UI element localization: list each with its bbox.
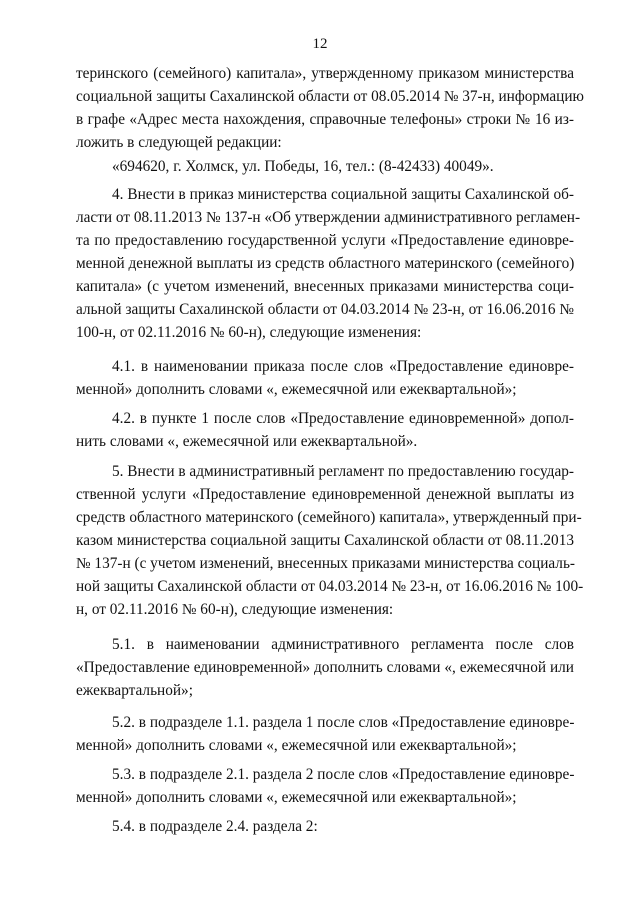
paragraph-6 [76, 633, 574, 702]
paragraph-4 [76, 407, 574, 453]
text-line: средств областного материнского (семейного) капитала», утвержденный при- [76, 509, 582, 526]
paragraph-7 [76, 711, 574, 757]
text-line: 5.2. в подразделе 1.1. раздела 1 после слов «Предоставление единовре- [112, 714, 575, 731]
text-line: в графе «Адрес места нахождения, справочные телефоны» строки № 16 из- [76, 111, 574, 128]
text-line: менной» дополнить словами «, ежемесячной или ежеквартальной»; [76, 381, 517, 398]
text-line: 4.1. в наименовании приказа после слов «Предоставление единовре- [112, 358, 574, 375]
text-line: теринского (семейного) капитала», утвержденному приказом министерства [76, 65, 574, 82]
text-line: 100-н, от 02.11.2016 № 60-н), следующие изменения: [76, 324, 422, 341]
text-line: социальной защиты Сахалинской области от 08.05.2014 № 37-н, информацию [76, 88, 584, 105]
text-line: менной денежной выплаты из средств областного материнского (семейного) [76, 255, 575, 272]
text-line: та по предоставлению государственной услуги «Предоставление единовре- [76, 232, 574, 249]
paragraph-8 [76, 763, 574, 809]
text-line: ежеквартальной»; [76, 682, 193, 699]
text-line: н, от 02.11.2016 № 60-н), следующие изменения: [76, 601, 394, 618]
text-line: нить словами «, ежемесячной или ежеквартальной». [76, 433, 418, 450]
text-line: 5.3. в подразделе 2.1. раздела 2 после слов «Предоставление единовре- [112, 766, 575, 783]
text-line: «Предоставление единовременной» дополнить словами «, ежемесячной или [76, 659, 574, 676]
text-line: казом министерства социальной защиты Сахалинской области от 08.11.2013 [76, 532, 574, 549]
text-line: менной» дополнить словами «, ежемесячной или ежеквартальной»; [76, 789, 517, 806]
paragraph-3 [76, 355, 574, 401]
page-number: 12 [312, 36, 328, 52]
text-line: 5. Внести в административный регламент по предоставлению государ- [112, 463, 574, 480]
text-line: ной защиты Сахалинской области от 04.03.2014 № 23-н, от 16.06.2016 № 100- [76, 578, 584, 595]
text-line: ласти от 08.11.2013 № 137-н «Об утверждении административного регламен- [76, 209, 581, 226]
paragraph-1 [76, 155, 574, 178]
text-line: ложить в следующей редакции: [76, 134, 282, 151]
text-line: ственной услуги «Предоставление единовременной денежной выплаты из [76, 486, 574, 503]
paragraph-5 [76, 460, 584, 621]
text-line: «694620, г. Холмск, ул. Победы, 16, тел.: (8-42433) 40049». [112, 158, 494, 175]
paragraph-0 [76, 62, 584, 154]
text-line: 5.1. в наименовании административного регламента после слов [112, 636, 574, 653]
text-line: альной защиты Сахалинской области от 04.03.2014 № 23-н, от 16.06.2016 № [76, 301, 574, 318]
text-line: капитала» (с учетом изменений, внесенных приказами министерства соци- [76, 278, 574, 295]
paragraph-9 [76, 815, 574, 838]
text-line: менной» дополнить словами «, ежемесячной или ежеквартальной»; [76, 737, 517, 754]
text-line: 4.2. в пункте 1 после слов «Предоставление единовременной» допол- [112, 410, 574, 427]
text-line: 4. Внести в приказ министерства социальной защиты Сахалинской об- [112, 186, 574, 203]
text-line: 5.4. в подразделе 2.4. раздела 2: [112, 818, 318, 835]
paragraph-2 [76, 183, 581, 344]
text-line: № 137-н (с учетом изменений, внесенных приказами министерства социаль- [76, 555, 576, 572]
